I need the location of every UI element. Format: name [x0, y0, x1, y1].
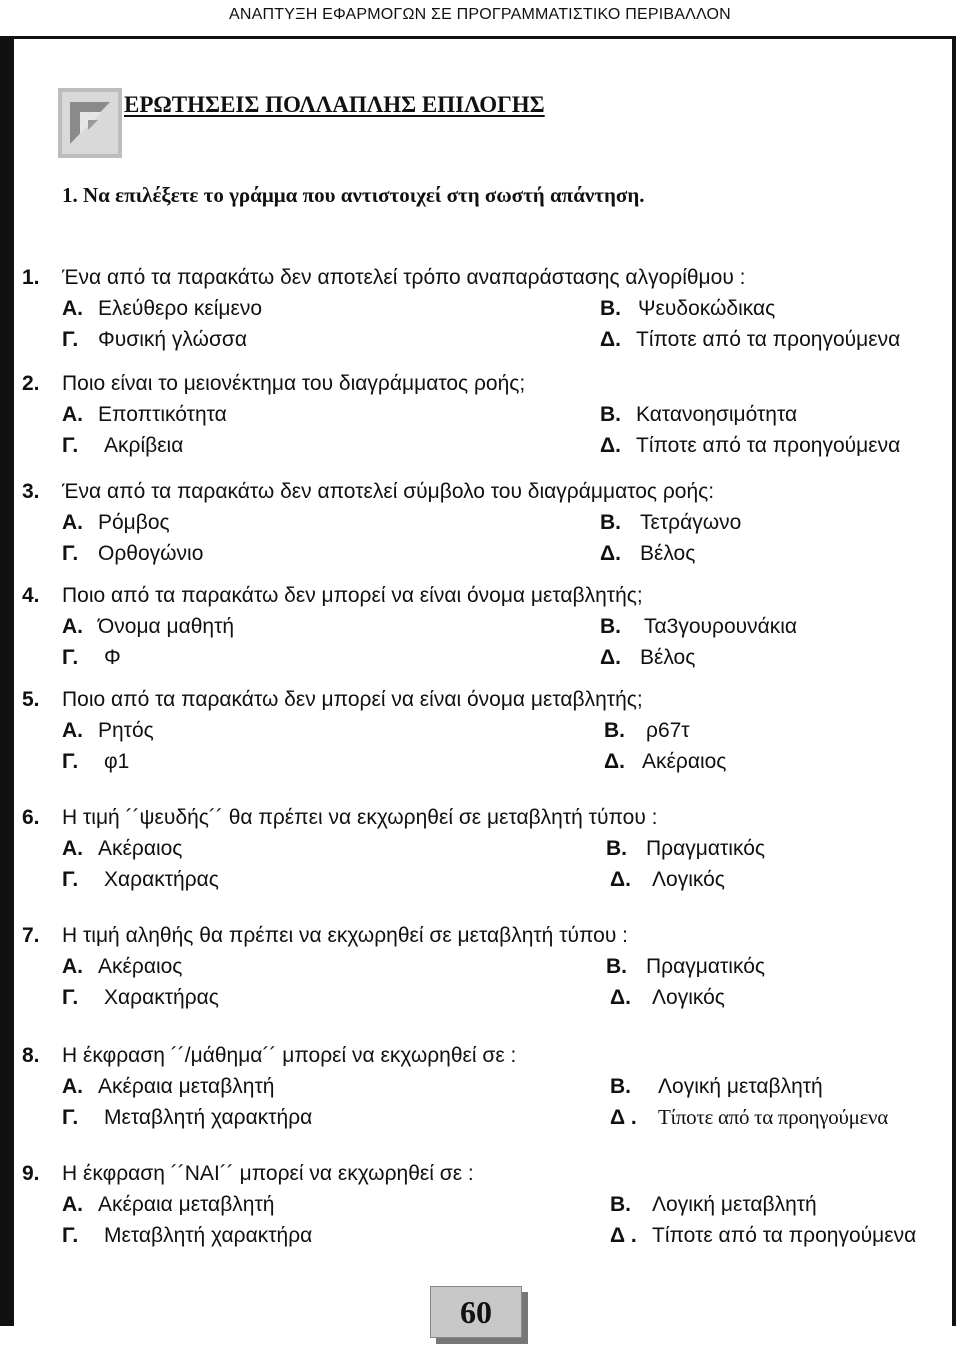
option-text: Ρόμβος — [98, 511, 170, 534]
question-stem: Η τιμή αληθής θα πρέπει να εκχωρηθεί σε μεταβλητή τύπου : — [62, 924, 628, 947]
option-letter: Δ. — [610, 868, 631, 891]
option-letter: Α. — [62, 1075, 83, 1098]
option-text: Ρητός — [98, 719, 154, 742]
question-number: 8. — [22, 1044, 40, 1067]
option-letter: Α. — [62, 511, 83, 534]
option-letter: Γ. — [62, 986, 79, 1009]
page-header: ΑΝΑΠΤΥΞΗ ΕΦΑΡΜΟΓΩΝ ΣΕ ΠΡΟΓΡΑΜΜΑΤΙΣΤΙΚΟ ΠΕΡΙΒΑΛΛΟΝ — [229, 6, 731, 23]
option-letter: Δ. — [600, 542, 621, 565]
option-letter: Β. — [610, 1075, 631, 1098]
option-letter: Β. — [610, 1193, 631, 1216]
option-text: Χαρακτήρας — [104, 868, 219, 891]
option-text: φ1 — [104, 750, 130, 773]
page-number-badge — [430, 1286, 530, 1344]
instruction: 1. Να επιλέξετε το γράμμα που αντιστοιχεί στη σωστή απάντηση. — [62, 183, 645, 207]
question-8 — [0, 1040, 960, 1133]
option-text: Τίποτε από τα προηγούμενα — [652, 1224, 917, 1247]
question-number: 3. — [22, 480, 40, 503]
option-letter: Α. — [62, 837, 83, 860]
option-letter: Δ . — [610, 1106, 637, 1129]
question-6 — [0, 802, 960, 895]
option-text: Βέλος — [640, 646, 696, 669]
option-text: Ορθογώνιο — [98, 542, 204, 565]
option-letter: Α. — [62, 403, 83, 426]
option-text: Τίποτε από τα προηγούμενα — [636, 434, 901, 457]
option-text: Λογική μεταβλητή — [658, 1075, 823, 1098]
option-text: Κατανοησιμότητα — [636, 403, 798, 426]
page-number: 60 — [460, 1294, 492, 1330]
option-text: Πραγματικός — [646, 955, 765, 978]
option-letter: Β. — [606, 837, 627, 860]
question-5 — [0, 684, 960, 777]
question-stem: Η έκφραση ´´ΝΑΙ´´ μπορεί να εκχωρηθεί σε : — [62, 1162, 474, 1185]
option-text: Ψευδοκώδικας — [638, 297, 776, 320]
option-letter: Γ. — [62, 1224, 79, 1247]
question-9 — [0, 1158, 960, 1251]
option-letter: Α. — [62, 719, 83, 742]
option-letter: Δ. — [610, 986, 631, 1009]
question-3 — [0, 476, 960, 569]
option-text: Λογική μεταβλητή — [652, 1193, 817, 1216]
option-letter: Β. — [600, 511, 621, 534]
option-letter: Γ. — [62, 1106, 79, 1129]
question-stem: Ποιο από τα παρακάτω δεν μπορεί να είναι όνομα μεταβλητής; — [62, 584, 643, 607]
question-stem: Η έκφραση ´´/μάθημα´´ μπορεί να εκχωρηθεί σε : — [62, 1044, 517, 1067]
option-text: Ακέραιος — [98, 837, 183, 860]
option-text: Λογικός — [652, 868, 725, 891]
option-text: Φ — [104, 646, 121, 669]
question-number: 4. — [22, 584, 40, 607]
option-text: Τίποτε από τα προηγούμενα — [636, 328, 901, 351]
option-letter: Β. — [606, 955, 627, 978]
question-number: 6. — [22, 806, 40, 829]
question-stem: Ποιο είναι το μειονέκτημα του διαγράμματος ροής; — [62, 372, 526, 395]
question-1 — [0, 262, 960, 355]
section-title: ΕΡΩΤΗΣΕΙΣ ΠΟΛΛΑΠΛΗΣ ΕΠΙΛΟΓΗΣ — [124, 92, 545, 117]
option-text: Τετράγωνο — [640, 511, 742, 534]
question-number: 7. — [22, 924, 40, 947]
question-stem: Ένα από τα παρακάτω δεν αποτελεί τρόπο αναπαράστασης αλγορίθμου : — [62, 266, 746, 289]
option-text: Τίποτε από τα προηγούμενα — [658, 1105, 888, 1129]
option-letter: Β. — [600, 615, 621, 638]
question-number: 2. — [22, 372, 40, 395]
question-4 — [0, 580, 960, 673]
option-text: Ακέραιος — [98, 955, 183, 978]
option-text: Ακρίβεια — [104, 434, 184, 457]
option-letter: Δ. — [600, 434, 621, 457]
option-text: Ελεύθερο κείμενο — [98, 297, 263, 320]
option-letter: Γ. — [62, 750, 79, 773]
option-text: Μεταβλητή χαρακτήρα — [104, 1224, 313, 1247]
option-letter: Γ. — [62, 328, 79, 351]
option-text: Πραγματικός — [646, 837, 765, 860]
option-letter: Δ. — [604, 750, 625, 773]
option-letter: Β. — [604, 719, 625, 742]
option-text: Βέλος — [640, 542, 696, 565]
option-letter: Γ. — [62, 868, 79, 891]
option-letter: Β. — [600, 403, 621, 426]
question-stem: Ποιο από τα παρακάτω δεν μπορεί να είναι όνομα μεταβλητής; — [62, 688, 643, 711]
question-number: 1. — [22, 266, 40, 289]
option-text: Μεταβλητή χαρακτήρα — [104, 1106, 313, 1129]
option-text: Όνομα μαθητή — [98, 615, 235, 638]
option-text: ρ67τ — [646, 719, 690, 742]
option-letter: Δ. — [600, 328, 621, 351]
option-text: Λογικός — [652, 986, 725, 1009]
question-stem: Ένα από τα παρακάτω δεν αποτελεί σύμβολο του διαγράμματος ροής: — [62, 480, 715, 503]
option-letter: Δ . — [610, 1224, 637, 1247]
question-number: 5. — [22, 688, 40, 711]
section-bullet-icon — [58, 88, 122, 158]
option-letter: Γ. — [62, 542, 79, 565]
question-number: 9. — [22, 1162, 40, 1185]
option-text: Φυσική γλώσσα — [98, 328, 248, 351]
option-letter: Β. — [600, 297, 621, 320]
option-letter: Α. — [62, 615, 83, 638]
option-text: Ακέραια μεταβλητή — [98, 1075, 275, 1098]
option-text: Ακέραια μεταβλητή — [98, 1193, 275, 1216]
question-7 — [0, 920, 960, 1013]
option-text: Εποπτικότητα — [98, 403, 227, 426]
option-letter: Γ. — [62, 434, 79, 457]
option-letter: Α. — [62, 297, 83, 320]
option-letter: Α. — [62, 1193, 83, 1216]
option-letter: Γ. — [62, 646, 79, 669]
question-stem: Η τιμή ´´ψευδής´´ θα πρέπει να εκχωρηθεί σε μεταβλητή τύπου : — [62, 806, 658, 829]
option-text: Ακέραιος — [642, 750, 727, 773]
question-2 — [0, 368, 960, 461]
option-text: Τα3γουρουνάκια — [644, 615, 798, 638]
option-letter: Α. — [62, 955, 83, 978]
option-letter: Δ. — [600, 646, 621, 669]
option-text: Χαρακτήρας — [104, 986, 219, 1009]
